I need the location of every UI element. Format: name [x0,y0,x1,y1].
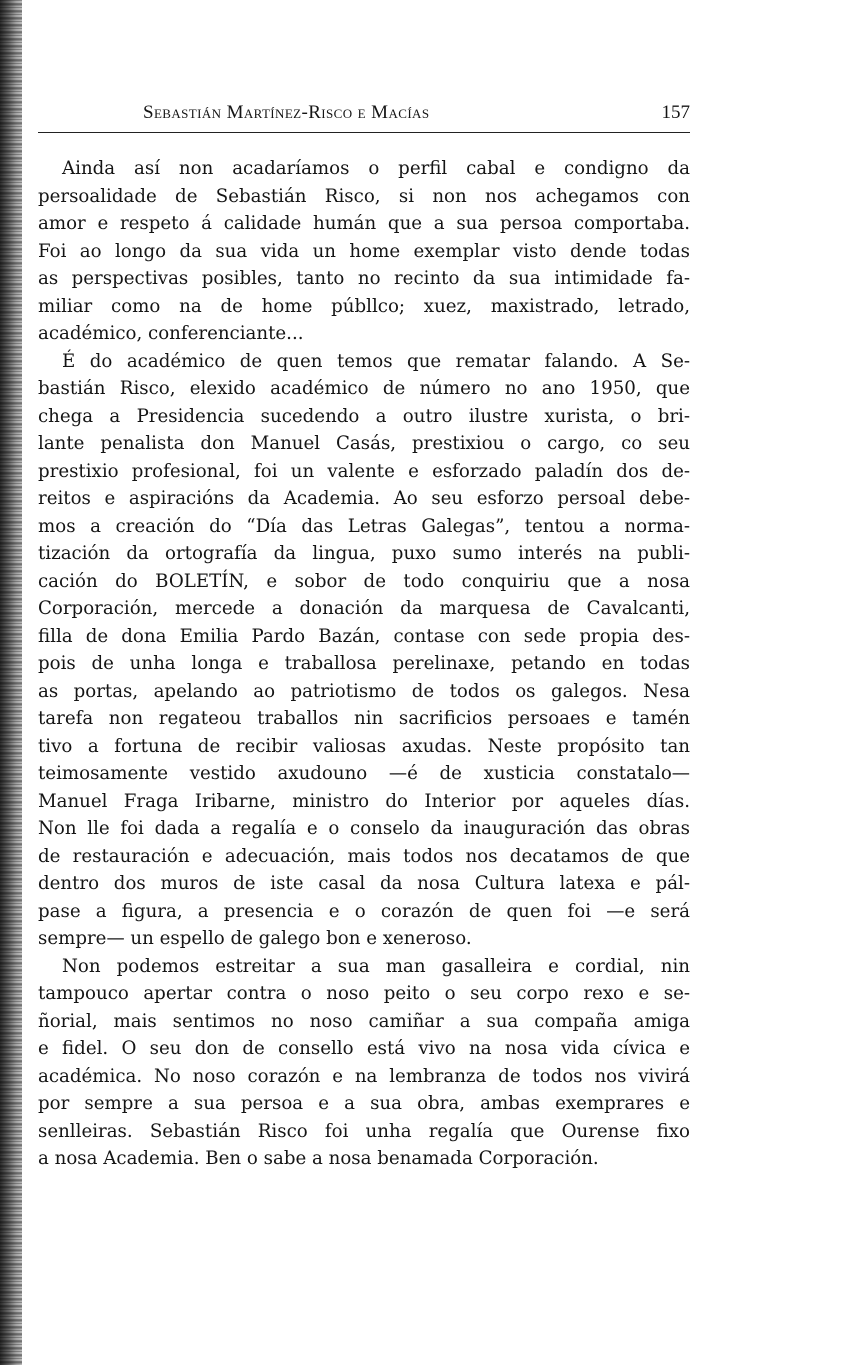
text-line: tarefa non regateou traballos nin sacrificios persoaes e tamén [38,708,690,729]
text-line: chega a Presidencia sucedendo a outro ilustre xurista, o bri- [38,405,690,427]
text-line: as portas, apelando ao patriotismo de todos os galegos. Nesa [38,680,690,702]
text-line: Non podemos estreitar a sua man gasalleira e cordial, nin [62,955,690,977]
text-line: académica. No noso corazón e na lembranza de todos nos vivirá [38,1065,690,1087]
text-line: e fidel. O seu don de consello está vivo na nosa vida cívica e [38,1038,690,1059]
text-line: miliar como na de home públlco; xuez, maxistrado, letrado, [38,295,690,317]
paragraph-1 [38,155,690,348]
text-line: sempre— un espello de galego bon e xeneroso. [38,928,472,949]
paragraph-2 [38,348,690,953]
text-line: lante penalista don Manuel Casás, prestixiou o cargo, co seu [38,433,690,454]
page-number: 157 [661,102,690,123]
text-line: Foi ao longo da sua vida un home exemplar visto dende todas [38,240,690,262]
text-line: persoalidade de Sebastián Risco, si non nos achegamos con [38,185,690,207]
text-line: Ainda así non acadaríamos o perfil cabal e condigno da [62,158,690,179]
text-line: Non lle foi dada a regalía e o conselo da inauguración das obras [38,818,690,839]
text-line: reitos e aspiracións da Academia. Ao seu esforzo persoal debe- [38,488,690,509]
text-line: tivo a fortuna de recibir valiosas axudas. Neste propósito tan [38,735,690,757]
page-binding-edge [0,0,22,1365]
text-line: dentro dos muros de iste casal da nosa Cultura latexa e pál- [38,873,690,894]
text-line: tampouco apertar contra o noso peito o seu corpo rexo e se- [38,983,690,1004]
text-line: tización da ortografía da lingua, puxo sumo interés na publi- [38,543,690,564]
text-line: É do académico de quen temos que rematar falando. A Se- [62,350,690,372]
paragraph-3 [38,953,690,1173]
text-line: amor e respeto á calidade humán que a sua persoa comportaba. [38,213,690,234]
text-line: Corporación, mercede a donación da marquesa de Cavalcanti, [38,598,690,619]
text-line: cación do BOLETÍN, e sobor de todo conquiriu que a nosa [38,570,690,592]
text-line: bastián Risco, elexido académico de número no ano 1950, que [38,378,690,399]
text-line: senlleiras. Sebastián Risco foi unha regalía que Ourense fixo [38,1120,690,1142]
text-line: filla de dona Emilia Pardo Bazán, contase con sede propia des- [38,625,690,647]
running-title: Sebastián Martínez-Risco e Macías [143,102,430,123]
text-line: ñorial, mais sentimos no noso camiñar a sua compaña amiga [38,1010,690,1032]
page-header [38,92,690,133]
body-text [38,155,690,1173]
text-line: as perspectivas posibles, tanto no recinto da sua intimidade fa- [38,268,690,289]
text-line: mos a creación do “Día das Letras Galegas”, tentou a norma- [38,515,690,537]
text-line: de restauración e adecuación, mais todos nos decatamos de que [38,845,690,867]
text-line: por sempre a sua persoa e a sua obra, ambas exemprares e [38,1093,690,1114]
text-line: pase a figura, a presencia e o corazón de quen foi —e será [38,900,690,922]
text-line: teimosamente vestido axudouno —é de xusticia constatalo— [38,763,690,784]
text-line: a nosa Academia. Ben o sabe a nosa benamada Corporación. [38,1148,599,1169]
text-line: académico, conferenciante... [38,323,304,344]
text-line: prestixio profesional, foi un valente e esforzado paladín dos de- [38,460,690,482]
text-line: pois de unha longa e traballosa perelinaxe, petando en todas [38,653,690,674]
text-line: Manuel Fraga Iribarne, ministro do Interior por aqueles días. [38,790,690,812]
